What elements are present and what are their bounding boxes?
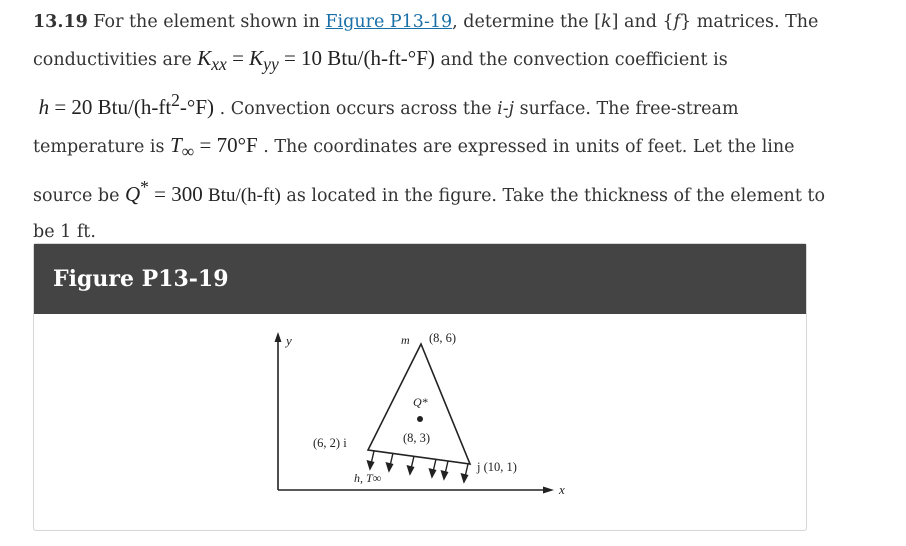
problem-text: and the convection coefficient is	[434, 50, 728, 70]
q-star: *	[140, 177, 149, 198]
source-equation	[125, 177, 281, 207]
problem-text: For the element shown in	[87, 12, 326, 32]
f-symbol: f	[673, 12, 681, 32]
y-axis-arrow	[275, 332, 282, 342]
problem-text: . Convection occurs across the	[214, 99, 498, 120]
ij-surface: i-j	[497, 99, 515, 120]
source-coord: (8, 3)	[403, 431, 431, 445]
x-axis-arrow	[543, 487, 554, 494]
h-exponent: 2	[171, 90, 180, 111]
figure-container	[33, 243, 807, 531]
node-j-label: j (10, 1)	[477, 460, 517, 474]
figure-title: Figure P13-19	[34, 244, 806, 314]
problem-text: , determine the [	[452, 12, 602, 32]
temperature-equation	[170, 133, 258, 162]
y-axis-label: y	[286, 333, 292, 348]
source-label: Q*	[413, 395, 428, 409]
t-subscript: ∞	[181, 141, 195, 162]
problem-text: } matrices. The conductivities are	[33, 12, 819, 70]
k-letter: K	[249, 46, 264, 70]
k-letter: K	[197, 46, 212, 70]
problem-number: 13.19	[33, 12, 88, 32]
problem-text: . The coordinates are expressed in units of feet. Let the line source be	[33, 137, 795, 207]
k-subscript: yy	[263, 54, 279, 75]
t-letter: T	[170, 133, 182, 158]
k-subscript: xx	[211, 54, 227, 75]
h-value-end: -°F)	[179, 95, 214, 120]
figure-link[interactable]: Figure P13-19	[325, 12, 453, 32]
conductivity-equation: $K_{xx} = K_{yy} = 10$ Btu/(h-ft-°F)	[197, 46, 435, 75]
convection-equation	[38, 90, 214, 120]
t-value: = 70°F	[194, 133, 258, 158]
conductivity-value: = 10 Btu/(h-ft-°F)	[278, 46, 435, 70]
q-letter: Q	[125, 182, 141, 207]
figure-diagram	[34, 314, 806, 528]
h-value: = 20 Btu/(h-ft	[49, 95, 172, 120]
problem-statement	[33, 4, 833, 250]
k-symbol: k	[601, 12, 612, 32]
convection-arrows	[368, 451, 469, 482]
problem-text: surface. The free-stream temperature is	[33, 99, 739, 158]
convection-label: h, T∞	[354, 471, 382, 485]
problem-text: as located in the figure. Take the thickness of the element to be 1 ft.	[33, 186, 825, 243]
node-i-label: (6, 2) i	[313, 436, 347, 450]
problem-text: ] and {	[611, 12, 674, 32]
node-m-coord: (8, 6)	[429, 331, 457, 345]
node-m-label: m	[401, 333, 410, 347]
line-source-dot	[417, 416, 423, 422]
x-axis-label: x	[559, 482, 565, 497]
h-letter: h	[38, 95, 50, 120]
q-value: = 300	[148, 182, 209, 207]
q-units: Btu/(h-ft)	[208, 185, 281, 207]
